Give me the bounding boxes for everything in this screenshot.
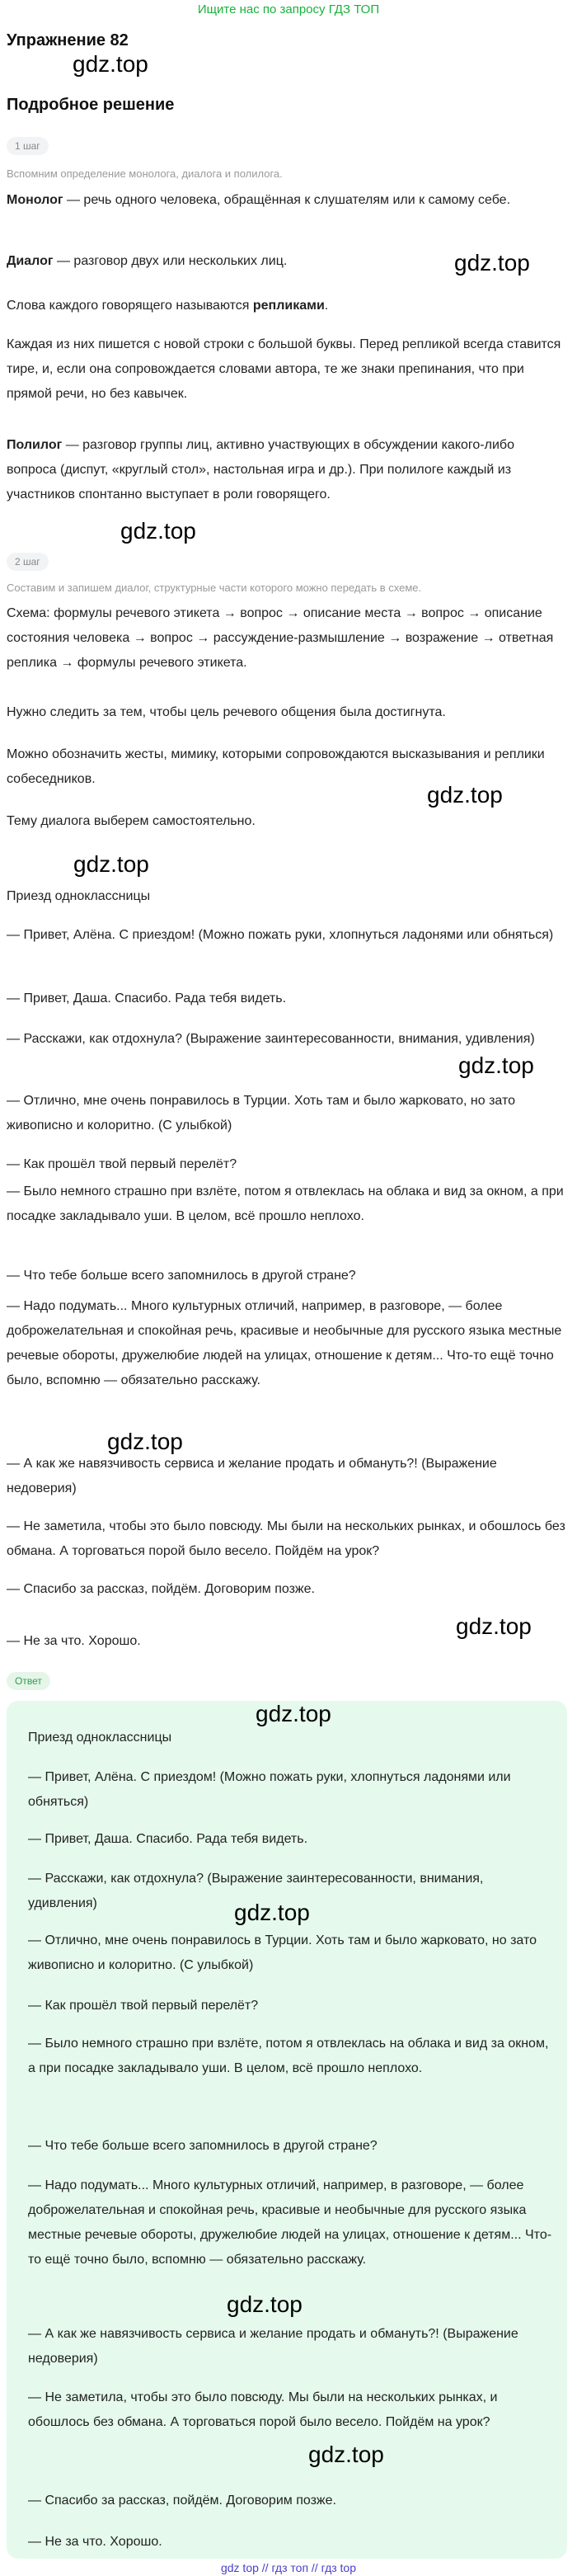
goal-note: Нужно следить за тем, чтобы цель речевого общения была достигнута. [7, 705, 446, 719]
replicas-definition [7, 294, 567, 318]
step-1-intro: Вспомним определение монолога, диалога и полилога. [7, 167, 283, 180]
watermark-logo: gdz.top [256, 1701, 331, 1726]
answer-line: — Привет, Алёна. С приездом! (Можно пожать руки, хлопнуться ладонями или обняться) [28, 1770, 511, 1809]
answer-line: — Надо подумать... Много культурных отличий, например, в разговоре, — более доброжелательная и спокойная речь, красивые и необычные для русского языка местные речевые обороты, дружелюбие людей на улицах, отношение к детям... Что-то ещё точно было, вспомню — обязательно расскажу. [28, 2178, 552, 2267]
step-2-badge: 2 шаг [7, 553, 49, 571]
step-2-intro: Составим и запишем диалог, структурные части которого можно передать в схеме. [7, 582, 422, 594]
watermark-logo: gdz.top [107, 1429, 183, 1454]
polilog-definition [7, 433, 567, 507]
dialogue-line: — Что тебе больше всего запомнилось в другой стране? [7, 1269, 356, 1283]
watermark-logo: gdz.top [73, 51, 148, 77]
answer-line: — Расскажи, как отдохнула? (Выражение заинтересованности, внимания, удивления) [28, 1872, 484, 1910]
monolog-definition [7, 188, 567, 213]
replicas-rules: Каждая из них пишется с новой строки с большой буквы. Перед репликой всегда ставится тире, и, если она сопровождается словами автора, те же знаки препинания, что при прямой речи, но без кавычек. [7, 337, 561, 401]
answer-badge: Ответ [7, 1672, 50, 1690]
dialogue-line: — Привет, Алёна. С приездом! (Можно пожать руки, хлопнуться ладонями или обняться) [7, 928, 554, 942]
dialogue-line: — Как прошёл твой первый перелёт? [7, 1157, 237, 1171]
answer-line: — Как прошёл твой первый перелёт? [28, 1999, 259, 2013]
top-banner-link[interactable]: Ищите нас по запросу ГДЗ ТОП [197, 2, 380, 16]
watermark-logo: gdz.top [120, 518, 196, 544]
watermark-logo: gdz.top [456, 1613, 532, 1639]
polilog-text: — разговор группы лиц, активно участвующих в обсуждении какого-либо вопроса (диспут, «круглый стол», настольная игра и др.). При полилоге каждый из участников спонтанно выступает в роли говорящего. [7, 438, 514, 502]
watermark-logo: gdz.top [454, 250, 530, 275]
section-title: Подробное решение [7, 96, 175, 114]
polilog-term: Полилог [7, 438, 63, 452]
dialogue-line: — Было немного страшно при взлёте, потом я отвлеклась на облака и вид за окном, а при посадке закладывало уши. В целом, всё прошло неплохо. [7, 1184, 564, 1223]
dialogue-line: — Не заметила, чтобы это было повсюду. Мы были на нескольких рынках, и обошлось без обмана. А торговаться порой было весело. Пойдём на урок? [7, 1519, 565, 1558]
page-title: Упражнение 82 [7, 31, 129, 49]
dialogue-title: Приезд одноклассницы [7, 889, 151, 903]
watermark-logo: gdz.top [427, 782, 503, 808]
dialogue-line: — Не за что. Хорошо. [7, 1634, 141, 1648]
answer-line: — Привет, Даша. Спасибо. Рада тебя видеть. [28, 1832, 308, 1846]
dialogue-line: — Спасибо за рассказ, пойдём. Договорим позже. [7, 1582, 315, 1596]
dialogue-scheme: Схема: формулы речевого этикета → вопрос → описание места → вопрос → описание состояния человека → вопрос → рассуждение-размышление → возражение → ответная реплика → формулы речевого этикета. [7, 606, 554, 670]
answer-line: — Что тебе больше всего запомнилось в другой стране? [28, 2139, 378, 2153]
watermark-logo: gdz.top [234, 1900, 310, 1925]
dialogue-line: — Надо подумать... Много культурных отличий, например, в разговоре, — более доброжелательная и спокойная речь, красивые и необычные для русского языка местные речевые обороты, дружелюбие людей на улицах, отношение к детям... Что-то ещё точно было, вспомню — обязательно расскажу. [7, 1299, 562, 1387]
dialogue-line: — Отлично, мне очень понравилось в Турции. Хоть там и было жарковато, но зато живописно и колоритно. (С улыбкой) [7, 1094, 516, 1133]
monolog-term: Монолог [7, 193, 63, 207]
footer-links[interactable]: gdz top // гдз топ // гдз top [220, 2561, 357, 2574]
monolog-text: — речь одного человека, обращённая к слушателям или к самому себе. [63, 193, 511, 207]
replicas-term: репликами [252, 299, 325, 313]
answer-line: — Отлично, мне очень понравилось в Турции. Хоть там и было жарковато, но зато живописно и колоритно. (С улыбкой) [28, 1933, 537, 1972]
answer-line: — А как же навязчивость сервиса и желание продать и обмануть?! (Выражение недоверия) [28, 2327, 518, 2366]
step-1-badge: 1 шаг [7, 137, 49, 155]
answer-title: Приезд одноклассницы [28, 1731, 172, 1745]
dialogue-line: — Расскажи, как отдохнула? (Выражение заинтересованности, внимания, удивления) [7, 1032, 535, 1046]
dialog-term: Диалог [7, 254, 54, 268]
watermark-logo: gdz.top [73, 851, 149, 877]
watermark-logo: gdz.top [458, 1053, 534, 1078]
replicas-prefix: Слова каждого говорящего называются [7, 299, 253, 313]
watermark-logo: gdz.top [308, 2442, 384, 2467]
dialog-text: — разговор двух или нескольких лиц. [53, 254, 288, 268]
watermark-logo: gdz.top [227, 2291, 303, 2317]
answer-line: — Не за что. Хорошо. [28, 2535, 162, 2549]
answer-line: — Было немного страшно при взлёте, потом я отвлеклась на облака и вид за окном, а при посадке закладывало уши. В целом, всё прошло неплохо. [28, 2037, 549, 2075]
gestures-note: Можно обозначить жесты, мимику, которыми сопровождаются высказывания и реплики собеседников. [7, 747, 545, 786]
dialogue-line: — Привет, Даша. Спасибо. Рада тебя видеть. [7, 991, 287, 1005]
answer-line: — Не заметила, чтобы это было повсюду. Мы были на нескольких рынках, и обошлось без обмана. А торговаться порой было весело. Пойдём на урок? [28, 2390, 498, 2429]
topic-note: Тему диалога выберем самостоятельно. [7, 814, 256, 828]
replicas-suffix: . [324, 299, 329, 313]
dialogue-line: — А как же навязчивость сервиса и желание продать и обмануть?! (Выражение недоверия) [7, 1457, 497, 1495]
answer-line: — Спасибо за рассказ, пойдём. Договорим позже. [28, 2494, 336, 2508]
